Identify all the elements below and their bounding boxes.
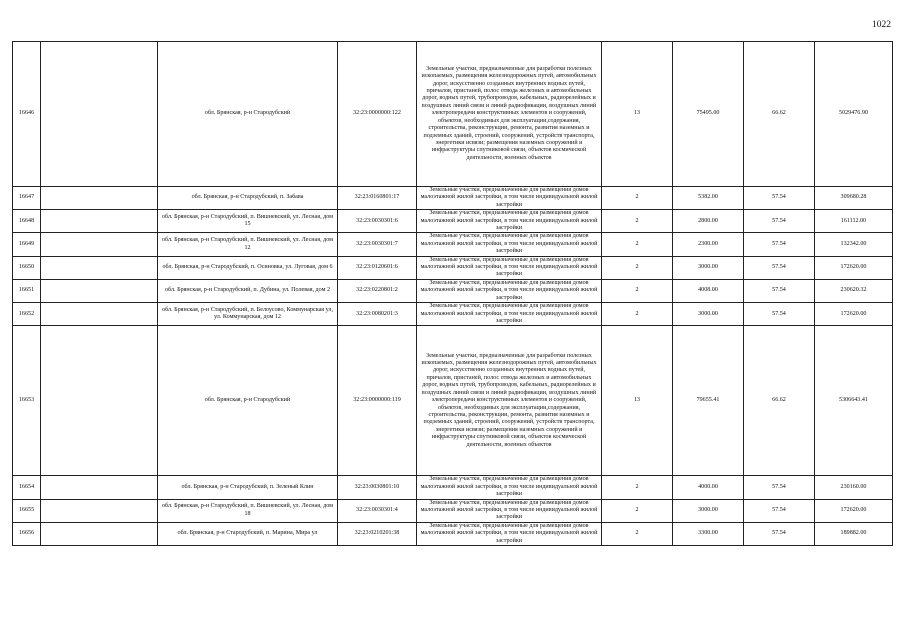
purpose-code: 2 — [602, 256, 673, 279]
table-row — [13, 522, 893, 545]
purpose-code: 13 — [602, 326, 673, 476]
empty-cell — [41, 256, 158, 279]
land-purpose: Земельные участки, предназначенные для размещения домов малоэтажной жилой застройки, в том числе индивидуальной жилой застройки — [417, 210, 602, 233]
address-cell: обл. Брянская, р-н Стародубский, п. Белоусово, Коммунарская ул, ул. Коммунарская, дом 12 — [158, 303, 338, 326]
empty-cell — [41, 326, 158, 476]
empty-cell — [41, 279, 158, 302]
cadastral-value: 5306643.41 — [815, 326, 893, 476]
address-cell: обл. Брянская, р-н Стародубский, п. Забава — [158, 187, 338, 210]
rate-cell: 57.54 — [744, 210, 815, 233]
cadastral-value: 5029476.90 — [815, 42, 893, 187]
cadastral-number: 32:23:0160801:17 — [338, 187, 417, 210]
empty-cell — [41, 303, 158, 326]
cadastral-number: 32:23:0030801:10 — [338, 476, 417, 499]
address-cell: обл. Брянская, р-н Стародубский, п. Дубина, ул. Полевая, дом 2 — [158, 279, 338, 302]
page-number: 1022 — [872, 20, 891, 30]
land-purpose: Земельные участки, предназначенные для размещения домов малоэтажной жилой застройки, в том числе индивидуальной жилой застройки — [417, 476, 602, 499]
land-purpose: Земельные участки, предназначенные для размещения домов малоэтажной жилой застройки, в том числе индивидуальной жилой застройки — [417, 303, 602, 326]
cadastral-value: 230620.32 — [815, 279, 893, 302]
rate-cell: 57.54 — [744, 233, 815, 256]
area-cell: 2300.00 — [673, 233, 744, 256]
table-row — [13, 279, 893, 302]
cadastral-value: 172620.00 — [815, 256, 893, 279]
land-purpose: Земельные участки, предназначенные для размещения домов малоэтажной жилой застройки, в том числе индивидуальной жилой застройки — [417, 187, 602, 210]
cadastral-value: 172620.00 — [815, 303, 893, 326]
address-cell: обл. Брянская, р-н Стародубский, п. Вишневский, ул. Лесная, дом 15 — [158, 210, 338, 233]
cadastral-value: 189882.00 — [815, 522, 893, 545]
empty-cell — [41, 210, 158, 233]
address-cell: обл. Брянская, р-н Стародубский — [158, 326, 338, 476]
area-cell: 4008.00 — [673, 279, 744, 302]
land-purpose: Земельные участки, предназначенные для размещения домов малоэтажной жилой застройки, в том числе индивидуальной жилой застройки — [417, 256, 602, 279]
cadastral-number: 32:23:0080201:3 — [338, 303, 417, 326]
cadastral-number: 32:23:0000000:122 — [338, 42, 417, 187]
address-cell: обл. Брянская, р-н Стародубский, п. Осиновка, ул. Луговая, дом 6 — [158, 256, 338, 279]
cadastral-number: 32:23:0030301:6 — [338, 210, 417, 233]
cadastral-number: 32:23:0210201:38 — [338, 522, 417, 545]
address-cell: обл. Брянская, р-н Стародубский, п. Вишневский, ул. Лесная, дом 12 — [158, 233, 338, 256]
rate-cell: 57.54 — [744, 522, 815, 545]
cadastral-value: 230160.00 — [815, 476, 893, 499]
land-registry-table — [12, 41, 893, 546]
rate-cell: 57.54 — [744, 303, 815, 326]
row-number: 16651 — [13, 279, 41, 302]
table-row — [13, 476, 893, 499]
address-cell: обл. Брянская, р-н Стародубский, п. Вишневский, ул. Лесная, дом 18 — [158, 499, 338, 522]
address-cell: обл. Брянская, р-н Стародубский, п. Зеленый Клин — [158, 476, 338, 499]
land-purpose: Земельные участки, предназначенные для размещения домов малоэтажной жилой застройки, в том числе индивидуальной жилой застройки — [417, 522, 602, 545]
purpose-code: 2 — [602, 303, 673, 326]
row-number: 16653 — [13, 326, 41, 476]
rate-cell: 57.54 — [744, 256, 815, 279]
cadastral-number: 32:23:0030301:4 — [338, 499, 417, 522]
area-cell: 2800.00 — [673, 210, 744, 233]
row-number: 16650 — [13, 256, 41, 279]
cadastral-number: 32:23:0220801:2 — [338, 279, 417, 302]
rate-cell: 66.62 — [744, 42, 815, 187]
land-purpose: Земельные участки, предназначенные для разработки полезных ископаемых, размещения железнодорожных путей, автомобильных дорог, искусственно созданных внутренних водных путей, причалов, пристаней, полос отвода железных и автомобильных дорог, водных путей, трубопроводов, кабельных, радиорелейных и воздушных линий связи и линий радиофикации, воздушных линий электропередачи конструктивных элементов и сооружений, объектов, необходимых для эксплуатации,содержания, строительства, реконструкции, ремонта, развития наземных и подземных зданий, строений, сооружений, устройств транспорта, энергетики исвязи; размещения наземных сооружений и инфраструктуры спутниковой связи, объектов космической деятельности, военных объектов — [417, 42, 602, 187]
row-number: 16648 — [13, 210, 41, 233]
row-number: 16656 — [13, 522, 41, 545]
row-number: 16649 — [13, 233, 41, 256]
area-cell: 3300.00 — [673, 522, 744, 545]
purpose-code: 2 — [602, 210, 673, 233]
row-number: 16655 — [13, 499, 41, 522]
purpose-code: 2 — [602, 499, 673, 522]
table-row — [13, 42, 893, 187]
purpose-code: 2 — [602, 279, 673, 302]
table-row — [13, 210, 893, 233]
row-number: 16654 — [13, 476, 41, 499]
empty-cell — [41, 233, 158, 256]
cadastral-number: 32:23:0030301:7 — [338, 233, 417, 256]
purpose-code: 2 — [602, 233, 673, 256]
address-cell: обл. Брянская, р-н Стародубский — [158, 42, 338, 187]
table-row — [13, 187, 893, 210]
purpose-code: 2 — [602, 522, 673, 545]
table-row — [13, 303, 893, 326]
empty-cell — [41, 476, 158, 499]
row-number: 16646 — [13, 42, 41, 187]
table-row — [13, 256, 893, 279]
table-row — [13, 326, 893, 476]
table-row — [13, 233, 893, 256]
purpose-code: 2 — [602, 476, 673, 499]
row-number: 16652 — [13, 303, 41, 326]
empty-cell — [41, 499, 158, 522]
area-cell: 3000.00 — [673, 303, 744, 326]
address-cell: обл. Брянская, р-н Стародубский, п. Марина, Мира ул — [158, 522, 338, 545]
land-purpose: Земельные участки, предназначенные для размещения домов малоэтажной жилой застройки, в том числе индивидуальной жилой застройки — [417, 499, 602, 522]
land-purpose: Земельные участки, предназначенные для размещения домов малоэтажной жилой застройки, в том числе индивидуальной жилой застройки — [417, 233, 602, 256]
empty-cell — [41, 187, 158, 210]
area-cell: 4000.00 — [673, 476, 744, 499]
purpose-code: 2 — [602, 187, 673, 210]
land-purpose: Земельные участки, предназначенные для размещения домов малоэтажной жилой застройки, в том числе индивидуальной жилой застройки — [417, 279, 602, 302]
cadastral-value: 172620.00 — [815, 499, 893, 522]
rate-cell: 57.54 — [744, 279, 815, 302]
cadastral-number: 32:23:0000000:119 — [338, 326, 417, 476]
purpose-code: 13 — [602, 42, 673, 187]
area-cell: 79655.41 — [673, 326, 744, 476]
rate-cell: 57.54 — [744, 499, 815, 522]
area-cell: 75495.00 — [673, 42, 744, 187]
cadastral-number: 32:23:0120601:6 — [338, 256, 417, 279]
rate-cell: 57.54 — [744, 187, 815, 210]
cadastral-value: 161112.00 — [815, 210, 893, 233]
rate-cell: 66.62 — [744, 326, 815, 476]
area-cell: 3000.00 — [673, 256, 744, 279]
area-cell: 5382.00 — [673, 187, 744, 210]
table-row — [13, 499, 893, 522]
land-purpose: Земельные участки, предназначенные для разработки полезных ископаемых, размещения железнодорожных путей, автомобильных дорог, искусственно созданных внутренних водных путей, причалов, пристаней, полос отвода железных и автомобильных дорог, водных путей, трубопроводов, кабельных, радиорелейных и воздушных линий связи и линий радиофикации, воздушных линий электропередачи конструктивных элементов и сооружений, объектов, необходимых для эксплуатации,содержания, строительства, реконструкции, ремонта, развития наземных и подземных зданий, строений, сооружений, устройств транспорта, энергетики исвязи; размещения наземных сооружений и инфраструктуры спутниковой связи, объектов космической деятельности, военных объектов — [417, 326, 602, 476]
rate-cell: 57.54 — [744, 476, 815, 499]
empty-cell — [41, 42, 158, 187]
cadastral-value: 309680.28 — [815, 187, 893, 210]
empty-cell — [41, 522, 158, 545]
row-number: 16647 — [13, 187, 41, 210]
area-cell: 3000.00 — [673, 499, 744, 522]
cadastral-value: 132342.00 — [815, 233, 893, 256]
